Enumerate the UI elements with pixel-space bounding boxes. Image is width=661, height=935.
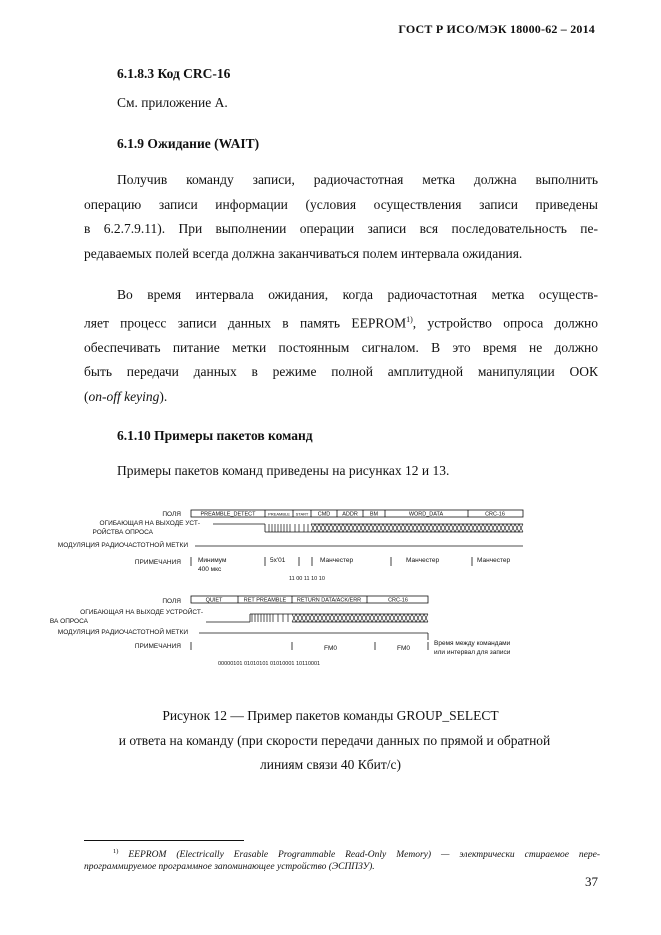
- note-text: Время между командами: [434, 640, 511, 647]
- note-text: Манчестер: [320, 557, 354, 564]
- text-emphasis: on-off keying: [88, 388, 160, 404]
- note-text: FM0: [397, 645, 410, 652]
- row-label-fields: ПОЛЯ: [162, 511, 181, 518]
- note-text: 400 мкс: [198, 566, 222, 573]
- text-line: в 6.2.7.9.11). При выполнении операции записи вся последовательность пе-: [84, 221, 598, 236]
- note-text: 5x'01: [270, 557, 286, 564]
- footnote-line: программируемое программное запоминающее устройство (ЭСППЗУ).: [84, 862, 375, 873]
- text-line: операцию записи информации (условия осуществления записи приведены: [84, 196, 598, 212]
- note-text: или интервал для записи: [434, 649, 511, 656]
- footnote-divider: [84, 840, 244, 841]
- row-label-envelope: РОЙСТВА ОПРОСА: [92, 529, 153, 536]
- field-label: START: [295, 511, 309, 517]
- row-label-notes: ПРИМЕЧАНИЯ: [134, 643, 181, 650]
- field-label: ADDR: [342, 511, 358, 518]
- footnote: [84, 846, 600, 873]
- field-label: CRC-16: [485, 511, 505, 518]
- field-label: CRC-16: [388, 597, 408, 604]
- bit-sequence: 11 00 11 10 10: [289, 576, 325, 582]
- text-line: [84, 308, 598, 336]
- text-line: Получив команду записи, радиочастотная метка должна выполнить: [117, 172, 598, 187]
- heading-examples: 6.1.10 Примеры пакетов команд: [117, 428, 313, 443]
- footnote-mark: 1): [113, 848, 119, 855]
- field-label: CMD: [317, 511, 331, 518]
- caption-line: Рисунок 12 — Пример пакетов команды GROUP_SELECT: [162, 708, 499, 723]
- text-line: Во время интервала ожидания, когда радиочастотная метка осуществ-: [117, 287, 598, 302]
- footnote-line: [84, 846, 600, 861]
- field-label: WORD_DATA: [408, 511, 444, 518]
- footnote-ref: 1): [406, 314, 413, 324]
- packet-diagram-1: [0, 500, 661, 588]
- text-segment: ляет процесс записи данных в память EEPROM: [84, 315, 407, 330]
- heading-wait: 6.1.9 Ожидание (WAIT): [117, 136, 260, 151]
- caption-line: линиям связи 40 Кбит/с): [260, 757, 401, 772]
- field-label: BM: [369, 511, 379, 518]
- field-label: RET PREAMBLE: [243, 597, 287, 604]
- field-label: QUIET: [205, 597, 223, 604]
- document-header: ГОСТ Р ИСО/МЭК 18000-62 – 2014: [398, 22, 595, 36]
- row-label-notes: ПРИМЕЧАНИЯ: [134, 559, 181, 566]
- row-label-modulation: МОДУЛЯЦИЯ РАДИОЧАСТОТНОЙ МЕТКИ: [57, 542, 188, 549]
- figure-caption: [0, 704, 661, 778]
- field-label: RETURN DATA/ACK/ERR: [296, 597, 362, 604]
- row-label-modulation: МОДУЛЯЦИЯ РАДИОЧАСТОТНОЙ МЕТКИ: [57, 629, 188, 636]
- note-text: FM0: [324, 645, 337, 652]
- text-line: редаваемых полей всегда должна заканчиваться полем интервала ожидания.: [84, 245, 523, 261]
- examples-text: Примеры пакетов команд приведены на рисунках 12 и 13.: [117, 463, 450, 478]
- manchester-envelope: [311, 524, 523, 532]
- text-segment: (: [84, 388, 89, 404]
- bit-sequence: 00000101 01010101 01010001 10110001: [218, 661, 321, 667]
- crc-text: См. приложение А.: [117, 95, 228, 110]
- text-line: быть передачи данных в режиме полной амплитудной манипуляции ООК: [84, 364, 598, 379]
- row-label-envelope: ВА ОПРОСА: [49, 618, 88, 625]
- text-segment: ).: [159, 388, 168, 404]
- row-label-envelope: ОГИБАЮЩАЯ НА ВЫХОДЕ УСТ-: [99, 520, 200, 527]
- text-line: [84, 385, 598, 410]
- note-text: Манчестер: [477, 557, 511, 564]
- heading-crc: 6.1.8.3 Код CRC-16: [117, 66, 231, 81]
- text-segment: EEPROM (Electrically Erasable Programmable Read-Only Memory) — электрически стираемое пере-: [128, 850, 600, 861]
- wait-paragraph-2: [84, 283, 598, 409]
- row-label-fields: ПОЛЯ: [162, 598, 181, 605]
- page-number: 37: [585, 874, 598, 889]
- caption-line: и ответа на команду (при скорости передачи данных по прямой и обратной: [118, 732, 551, 748]
- fm0-envelope: [292, 614, 428, 622]
- field-label: PREAMBLE: [268, 511, 290, 517]
- wait-paragraph-1: [84, 168, 598, 266]
- text-line: обеспечивать питание метки постоянным сигналом. В это время не должно: [84, 339, 598, 355]
- field-label: PREAMBLE_DETECT: [200, 511, 256, 518]
- packet-diagram-2: [0, 588, 661, 674]
- note-text: Манчестер: [406, 557, 440, 564]
- note-text: Минимум: [198, 557, 227, 564]
- text-segment: , устройство опроса должно: [412, 315, 598, 330]
- row-label-envelope: ОГИБАЮЩАЯ НА ВЫХОДЕ УСТРОЙСТ-: [80, 609, 203, 616]
